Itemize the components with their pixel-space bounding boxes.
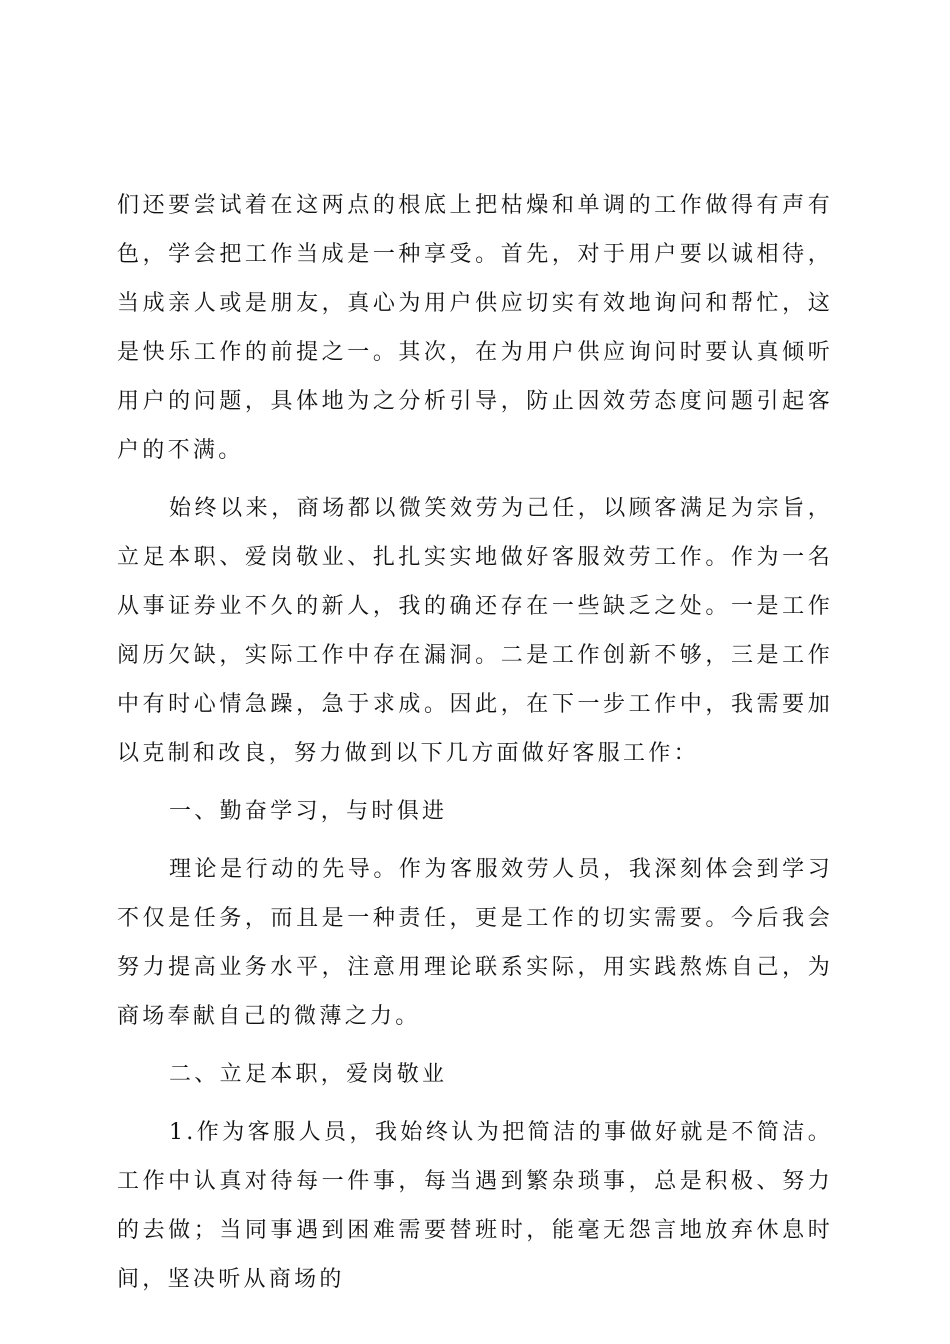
document-body <box>117 181 833 1304</box>
paragraph-theory: 理论是行动的先导。作为客服效劳人员，我深刻体会到学习不仅是任务，而且是一种责任，更是工作的切实需要。今后我会努力提高业务水平，注意用理论联系实际，用实践熬炼自己，为商场奉献自己的微薄之力。 <box>117 857 833 1029</box>
paragraph-continuation: 们还要尝试着在这两点的根底上把枯燥和单调的工作做得有声有色，学会把工作当成是一种享受。首先，对于用户要以诚相待，当成亲人或是朋友，真心为用户供应切实有效地询问和帮忙，这是快乐工作的前提之一。其次，在为用户供应询问时要认真倾听用户的问题，具体地为之分析引导，防止因效劳态度问题引起客户的不满。 <box>117 193 833 463</box>
section-heading-study: 一、勤奋学习，与时俱进 <box>169 799 448 824</box>
paragraph-item-1: 1.作为客服人员，我始终认为把简洁的事做好就是不简洁。工作中认真对待每一件事，每当遇到繁杂琐事，总是积极、努力的去做；当同事遇到困难需要替班时，能毫无怨言地放弃休息时间，坚决听从商场的 <box>117 1120 833 1292</box>
paragraph-service-intro: 始终以来，商场都以微笑效劳为己任，以顾客满足为宗旨，立足本职、爱岗敬业、扎扎实实地做好客服效劳工作。作为一名从事证券业不久的新人，我的确还存在一些缺乏之处。一是工作阅历欠缺，实际工作中存在漏洞。二是工作创新不够，三是工作中有时心情急躁，急于求成。因此，在下一步工作中，我需要加以克制和改良，努力做到以下几方面做好客服工作： <box>117 496 833 766</box>
section-heading-dedication: 二、立足本职，爱岗敬业 <box>169 1062 448 1087</box>
